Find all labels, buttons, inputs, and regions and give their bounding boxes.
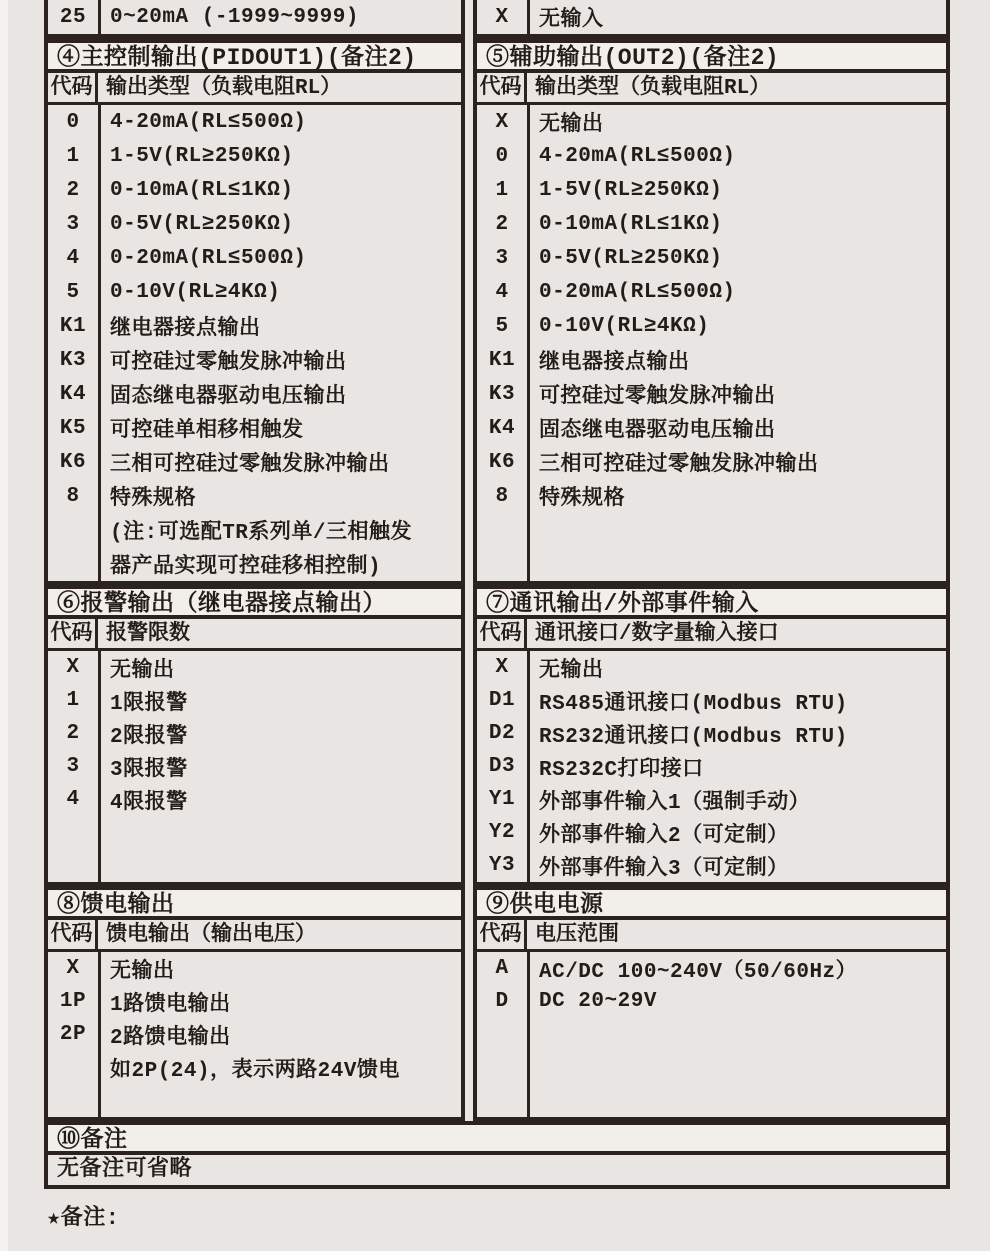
desc-cell: (注:可选配TR系列单/三相触发 — [110, 522, 413, 545]
desc-cell: 特殊规格 — [539, 488, 625, 511]
section-title: ⑩备注 — [48, 1125, 946, 1155]
table-row — [48, 513, 461, 547]
desc-cell: RS485通讯接口(Modbus RTU) — [539, 692, 848, 716]
table-row — [48, 479, 461, 513]
code-cell: K1 — [59, 314, 87, 338]
code-cell: 4 — [495, 280, 509, 304]
table-row — [477, 445, 946, 479]
desc-cell: 器产品实现可控硅移相控制) — [110, 556, 382, 579]
table-row — [48, 1018, 461, 1051]
table-row — [477, 241, 946, 275]
section-4-main-control-output — [44, 39, 465, 585]
code-cell: 4 — [66, 246, 80, 270]
section-7-comm-output — [473, 585, 950, 886]
desc-cell: 0-10mA(RL≤1KΩ) — [539, 212, 723, 236]
code-cell: K1 — [488, 348, 516, 372]
desc-cell: DC 20~29V — [539, 990, 657, 1013]
desc-cell: 外部事件输入1（强制手动） — [539, 791, 811, 815]
table-row — [477, 173, 946, 207]
table-row — [477, 411, 946, 445]
desc-cell: 0-5V(RL≥250KΩ) — [110, 212, 294, 236]
desc-cell: 外部事件输入3（可定制） — [539, 857, 789, 881]
section-9-power-supply — [473, 886, 950, 1121]
table-row — [48, 275, 461, 309]
code-cell: X — [66, 656, 80, 679]
code-cell: 1 — [66, 689, 80, 712]
code-cell: 1 — [66, 144, 80, 168]
code-cell: 3 — [66, 212, 80, 236]
table-row — [48, 1051, 461, 1084]
column-header-row — [477, 619, 946, 651]
code-cell: 2 — [66, 722, 80, 745]
section-title: ④主控制输出(PIDOUT1)(备注2) — [48, 43, 461, 73]
desc-cell: 0~20mA (-1999~9999) — [110, 5, 359, 29]
desc-cell: 外部事件输入2（可定制） — [539, 824, 789, 848]
desc-cell: AC/DC 100~240V（50/60Hz） — [539, 960, 858, 984]
code-cell: K4 — [59, 382, 87, 406]
table-row — [48, 343, 461, 377]
table-row — [477, 105, 946, 139]
desc-cell: 无输出 — [539, 659, 604, 683]
column-header-row — [48, 73, 461, 105]
table-row — [477, 651, 946, 684]
section-8-feed-output — [44, 886, 465, 1121]
table-row — [477, 139, 946, 173]
section-title: ⑥报警输出（继电器接点输出） — [48, 589, 461, 619]
code-cell: 2P — [59, 1023, 87, 1046]
code-cell: 1P — [59, 990, 87, 1013]
table-row — [48, 783, 461, 816]
section-6-7 — [44, 585, 950, 886]
table-row — [477, 717, 946, 750]
desc-cell: 无输出 — [539, 114, 604, 137]
input-type-remnant-row — [44, 0, 950, 39]
desc-column-header: 输出类型（负载电阻RL） — [106, 77, 342, 100]
page-edge-strip — [0, 0, 8, 1251]
desc-cell: 0-10V(RL≥4KΩ) — [110, 280, 281, 304]
desc-cell: 可控硅单相移相触发 — [110, 420, 304, 443]
desc-cell: 1-5V(RL≥250KΩ) — [110, 144, 294, 168]
section-8-body — [48, 952, 461, 1117]
section-9-body — [477, 952, 946, 1117]
code-column-header: 代码 — [48, 619, 98, 648]
code-cell: X — [66, 957, 80, 980]
code-cell: Y3 — [488, 854, 516, 877]
table-row — [48, 651, 461, 684]
desc-cell: 继电器接点输出 — [539, 352, 690, 375]
desc-cell: 2路馈电输出 — [110, 1026, 231, 1050]
code-cell: 0 — [66, 110, 80, 134]
table-row — [48, 309, 461, 343]
desc-cell: 固态继电器驱动电压输出 — [539, 420, 776, 443]
code-cell: 1 — [495, 178, 509, 202]
table-row — [477, 985, 946, 1018]
code-cell: 2 — [495, 212, 509, 236]
section-4-body — [48, 105, 461, 581]
table-row — [48, 173, 461, 207]
desc-cell: 4-20mA(RL≤500Ω) — [110, 110, 307, 134]
desc-column-header: 通讯接口/数字量输入接口 — [535, 623, 779, 646]
desc-cell: RS232通讯接口(Modbus RTU) — [539, 725, 848, 749]
remnant-right-body — [477, 0, 946, 34]
desc-column-header: 电压范围 — [535, 924, 619, 947]
table-row — [48, 750, 461, 783]
table-row — [477, 816, 946, 849]
code-column-header: 代码 — [477, 920, 527, 949]
code-cell: K4 — [488, 416, 516, 440]
section-title: ⑤辅助输出(OUT2)(备注2) — [477, 43, 946, 73]
table-row — [477, 207, 946, 241]
desc-column-header: 输出类型（负载电阻RL） — [535, 77, 771, 100]
column-header-row — [477, 73, 946, 105]
code-cell: 5 — [495, 314, 509, 338]
code-cell: Y1 — [488, 788, 516, 811]
table-row — [477, 377, 946, 411]
section-title: ⑧馈电输出 — [48, 890, 461, 920]
table-row — [477, 309, 946, 343]
desc-cell: 1路馈电输出 — [110, 993, 231, 1017]
desc-cell: 0-5V(RL≥250KΩ) — [539, 246, 723, 270]
code-cell: D3 — [488, 755, 516, 778]
code-cell: X — [495, 5, 509, 29]
desc-cell: 1-5V(RL≥250KΩ) — [539, 178, 723, 202]
desc-column-header: 馈电输出（输出电压） — [106, 924, 316, 947]
desc-cell: 无输出 — [110, 960, 175, 984]
desc-cell: 固态继电器驱动电压输出 — [110, 386, 347, 409]
desc-cell: 0-20mA(RL≤500Ω) — [110, 246, 307, 270]
remnant-right-cell — [473, 0, 950, 39]
code-cell: K3 — [59, 348, 87, 372]
footnote-label: ★备注: — [47, 1206, 120, 1231]
table-row — [477, 849, 946, 882]
code-cell: K6 — [59, 450, 87, 474]
column-header-row — [48, 920, 461, 952]
table-row — [48, 411, 461, 445]
code-cell: D2 — [488, 722, 516, 745]
table-row — [477, 275, 946, 309]
column-header-row — [48, 619, 461, 651]
table-row — [48, 547, 461, 581]
remnant-left-cell — [44, 0, 465, 39]
desc-column-header: 报警限数 — [106, 623, 190, 646]
desc-cell: 4-20mA(RL≤500Ω) — [539, 144, 736, 168]
code-cell: 4 — [66, 788, 80, 811]
code-cell: 0 — [495, 144, 509, 168]
code-cell: K5 — [59, 416, 87, 440]
desc-cell: 如2P(24)，表示两路24V馈电 — [110, 1059, 400, 1083]
section-title: ⑨供电电源 — [477, 890, 946, 920]
desc-cell: 无输入 — [539, 9, 604, 32]
table-row — [477, 750, 946, 783]
table-row — [48, 952, 461, 985]
table-row — [48, 0, 461, 34]
table-row — [48, 241, 461, 275]
code-cell: D1 — [488, 689, 516, 712]
section-title: ⑦通讯输出/外部事件输入 — [477, 589, 946, 619]
remnant-left-body — [48, 0, 461, 34]
table-row — [48, 207, 461, 241]
section-5-aux-output — [473, 39, 950, 585]
desc-cell: RS232C打印接口 — [539, 758, 704, 782]
desc-cell: 4限报警 — [110, 791, 188, 815]
desc-cell: 无输出 — [110, 659, 175, 683]
section-5-body — [477, 105, 946, 581]
table-row — [48, 445, 461, 479]
desc-cell: 1限报警 — [110, 692, 188, 716]
table-row — [477, 343, 946, 377]
table-row — [477, 0, 946, 34]
code-column-header: 代码 — [477, 73, 527, 102]
desc-cell: 可控硅过零触发脉冲输出 — [539, 386, 776, 409]
desc-cell: 0-20mA(RL≤500Ω) — [539, 280, 736, 304]
section-8-9 — [44, 886, 950, 1121]
desc-cell: 可控硅过零触发脉冲输出 — [110, 352, 347, 375]
desc-cell: 三相可控硅过零触发脉冲输出 — [110, 454, 390, 477]
table-row — [477, 479, 946, 513]
table-row — [48, 105, 461, 139]
code-cell: X — [495, 110, 509, 134]
table-row — [477, 952, 946, 985]
code-cell: D — [495, 990, 509, 1013]
table-row — [48, 684, 461, 717]
code-cell: 2 — [66, 178, 80, 202]
code-column-header: 代码 — [477, 619, 527, 648]
code-cell: 5 — [66, 280, 80, 304]
desc-cell: 特殊规格 — [110, 488, 196, 511]
code-cell: 8 — [66, 484, 80, 508]
column-header-row — [477, 920, 946, 952]
code-cell: 3 — [495, 246, 509, 270]
code-column-header: 代码 — [48, 920, 98, 949]
desc-cell: 三相可控硅过零触发脉冲输出 — [539, 454, 819, 477]
desc-cell: 3限报警 — [110, 758, 188, 782]
code-cell: A — [495, 957, 509, 980]
section-4-5 — [44, 39, 950, 585]
table-row — [477, 783, 946, 816]
code-cell: X — [495, 656, 509, 679]
code-cell: K6 — [488, 450, 516, 474]
code-cell: 8 — [495, 484, 509, 508]
table-row — [48, 717, 461, 750]
code-column-header: 代码 — [48, 73, 98, 102]
section-6-alarm-output — [44, 585, 465, 886]
code-cell: K3 — [488, 382, 516, 406]
table-row — [48, 139, 461, 173]
code-cell: Y2 — [488, 821, 516, 844]
desc-cell: 0-10V(RL≥4KΩ) — [539, 314, 710, 338]
desc-cell: 2限报警 — [110, 725, 188, 749]
section-6-body — [48, 651, 461, 882]
table-row — [48, 985, 461, 1018]
section-10-notes — [44, 1121, 950, 1189]
desc-cell: 0-10mA(RL≤1KΩ) — [110, 178, 294, 202]
code-cell: 3 — [66, 755, 80, 778]
desc-cell: 继电器接点输出 — [110, 318, 261, 341]
notes-body: 无备注可省略 — [57, 1157, 193, 1182]
table-row — [48, 377, 461, 411]
ordering-code-table — [44, 0, 950, 1231]
table-row — [477, 684, 946, 717]
code-cell: 25 — [59, 5, 87, 29]
section-7-body — [477, 651, 946, 882]
